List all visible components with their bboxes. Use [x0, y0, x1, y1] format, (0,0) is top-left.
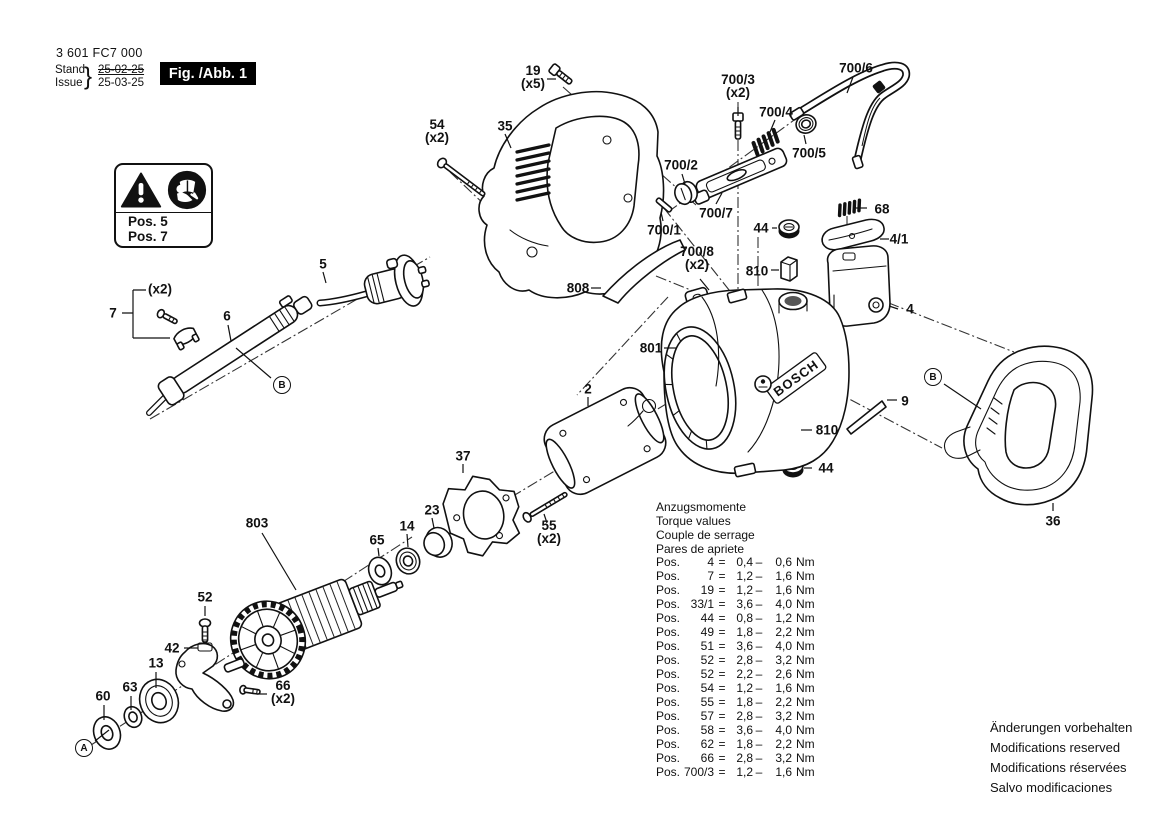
torque-cell: –: [755, 597, 763, 611]
torque-cell: 3,6: [736, 723, 753, 737]
torque-cell: 2,8: [736, 751, 753, 765]
part-label-700-7: 700/7: [699, 205, 733, 221]
motor-housing-801: [654, 289, 849, 477]
bearing-14: [393, 545, 424, 577]
torque-row: [656, 737, 815, 751]
torque-cell: –: [755, 639, 763, 653]
part-label-qty: (x2): [536, 531, 562, 546]
torque-cell: –: [755, 737, 763, 751]
type-number: 3 601 FC7 000: [56, 46, 143, 60]
part-label-700-5: 700/5: [792, 145, 826, 161]
torque-cell: 33/1: [690, 597, 714, 611]
torque-row: [656, 765, 815, 779]
torque-cell: =: [718, 695, 726, 709]
torque-cell: 1,6: [775, 765, 792, 779]
torque-cell: 2,2: [775, 695, 792, 709]
part-label-6: 6: [223, 308, 231, 324]
torque-cell: 2,2: [775, 737, 792, 751]
torque-row: [656, 723, 815, 737]
part-label-803: 803: [245, 515, 269, 531]
torque-cell: Nm: [796, 765, 815, 779]
torque-cell: 1,8: [736, 625, 753, 639]
torque-cell: Pos.: [656, 765, 681, 779]
modifications-note-line: Modifications réservées: [990, 760, 1127, 775]
part-label-808: 808: [566, 280, 590, 296]
issue-label: Issue: [55, 77, 83, 89]
torque-cell: –: [755, 751, 763, 765]
part-label-23: 23: [424, 502, 440, 518]
brace-glyph: }: [84, 62, 93, 91]
torque-cell: Pos.: [656, 681, 681, 695]
stand-label: Stand: [55, 64, 86, 76]
torque-cell: Pos.: [656, 569, 681, 583]
torque-cell: Nm: [796, 751, 815, 765]
part-label-68: 68: [874, 201, 890, 217]
stand-date: 25-02-25: [98, 64, 145, 76]
torque-cell: 1,2: [736, 583, 753, 597]
torque-cell: 4,0: [775, 723, 792, 737]
screw-52: [200, 619, 211, 642]
torque-cell: 0,8: [736, 611, 753, 625]
part-label-700-4: 700/4: [759, 104, 793, 120]
part-label-14: 14: [399, 518, 415, 534]
torque-cell: –: [755, 569, 763, 583]
torque-cell: Pos.: [656, 583, 681, 597]
torque-cell: –: [755, 695, 763, 709]
part-label-700-8: 700/8 (x2): [680, 244, 714, 272]
torque-cell: Pos.: [656, 625, 681, 639]
warning-pos-line: Pos. 7: [128, 229, 168, 244]
torque-cell: –: [755, 681, 763, 695]
torque-cell: 49: [700, 625, 714, 639]
torque-cell: –: [755, 765, 763, 779]
torque-cell: Nm: [796, 709, 815, 723]
torque-cell: Pos.: [656, 611, 681, 625]
torque-cell: 1,6: [775, 681, 792, 695]
torque-cell: 3,2: [775, 653, 792, 667]
part-label-801: 801: [639, 340, 663, 356]
torque-row: [656, 681, 815, 695]
bosch-logo-text: BOSCH: [770, 356, 822, 400]
part-label-13: 13: [148, 655, 164, 671]
part-label-810: 810: [815, 422, 839, 438]
handle-housing-36: [944, 346, 1092, 504]
part-label-700-6: 700/6: [839, 60, 873, 76]
torque-cell: =: [718, 765, 726, 779]
part-label-63: 63: [122, 679, 138, 695]
torque-cell: Pos.: [656, 695, 681, 709]
torque-cell: Nm: [796, 625, 815, 639]
torque-cell: 44: [700, 611, 714, 625]
torque-cell: Nm: [796, 555, 815, 569]
cable-sleeve-6: [149, 288, 317, 413]
part-label-19: 19 (x5): [520, 63, 546, 91]
ref-circle-B: B: [273, 376, 291, 394]
torque-cell: 62: [700, 737, 714, 751]
torque-cell: =: [718, 625, 726, 639]
torque-cell: 4: [707, 555, 714, 569]
lever-42: [176, 643, 234, 711]
torque-cell: 1,8: [736, 737, 753, 751]
part-label-700-1: 700/1: [647, 222, 681, 238]
torque-cell: 52: [700, 667, 714, 681]
torque-cell: 7: [707, 569, 714, 583]
torque-cell: =: [718, 569, 726, 583]
torque-cell: =: [718, 611, 726, 625]
torque-cell: 2,8: [736, 653, 753, 667]
torque-cell: –: [755, 653, 763, 667]
part-label-44: 44: [753, 220, 769, 236]
torque-cell: 1,2: [775, 611, 792, 625]
torque-cell: =: [718, 737, 726, 751]
torque-cell: –: [755, 667, 763, 681]
part-label-7: 7: [109, 305, 117, 321]
torque-cell: 51: [700, 639, 714, 653]
torque-row: [656, 611, 815, 625]
torque-cell: Nm: [796, 611, 815, 625]
torque-cell: 4,0: [775, 639, 792, 653]
part-label-36: 36: [1045, 513, 1061, 529]
torque-cell: 1,2: [736, 569, 753, 583]
torque-cell: 4,0: [775, 597, 792, 611]
torque-cell: –: [755, 625, 763, 639]
torque-row: [656, 751, 815, 765]
torque-cell: Nm: [796, 653, 815, 667]
torque-cell: =: [718, 751, 726, 765]
torque-cell: 19: [700, 583, 714, 597]
torque-cell: 0,6: [775, 555, 792, 569]
torque-cell: Pos.: [656, 751, 681, 765]
torque-cell: 3,6: [736, 639, 753, 653]
part-label-60: 60: [95, 688, 111, 704]
torque-cell: 66: [700, 751, 714, 765]
torque-cell: 2,2: [775, 625, 792, 639]
torque-cell: Pos.: [656, 653, 681, 667]
part-label-42: 42: [164, 640, 180, 656]
screw-54: [436, 157, 488, 199]
part-label-35: 35: [497, 118, 513, 134]
torque-cell: =: [718, 681, 726, 695]
torque-cell: =: [718, 667, 726, 681]
part-label-66: 66 (x2): [270, 678, 296, 706]
torque-cell: 1,2: [736, 681, 753, 695]
torque-cell: 55: [700, 695, 714, 709]
part-label-55: 55 (x2): [536, 518, 562, 546]
torque-title-line: Couple de serrage: [656, 528, 755, 542]
torque-cell: 3,2: [775, 709, 792, 723]
part-label-9: 9: [901, 393, 909, 409]
screw-66: [239, 685, 260, 696]
torque-row: [656, 653, 815, 667]
torque-cell: –: [755, 555, 763, 569]
torque-cell: 0,4: [736, 555, 753, 569]
screw-19: [548, 63, 574, 86]
torque-cell: 2,6: [775, 667, 792, 681]
torque-table: [656, 500, 815, 779]
torque-cell: 57: [700, 709, 714, 723]
torque-cell: Pos.: [656, 709, 681, 723]
torque-cell: =: [718, 723, 726, 737]
part-label-700-2: 700/2: [664, 157, 698, 173]
torque-row: [656, 667, 815, 681]
slider-bar-700-7: [689, 147, 789, 205]
torque-cell: Pos.: [656, 597, 681, 611]
torque-cell: –: [755, 583, 763, 597]
part-label-810: 810: [745, 263, 769, 279]
washer-60: [89, 713, 125, 753]
torque-row: [656, 709, 815, 723]
torque-cell: Pos.: [656, 639, 681, 653]
warning-pos-line: Pos. 5: [128, 214, 168, 229]
part-label-44: 44: [818, 460, 834, 476]
figure-label-box: Fig. /Abb. 1: [160, 62, 256, 85]
torque-cell: 1,2: [736, 765, 753, 779]
torque-title-line: Pares de apriete: [656, 542, 745, 556]
torque-cell: Nm: [796, 695, 815, 709]
modifications-note-line: Salvo modificaciones: [990, 780, 1113, 795]
torque-title-line: Anzugsmomente: [656, 500, 747, 514]
part-label-65: 65: [369, 532, 385, 548]
torque-cell: 52: [700, 653, 714, 667]
part-label-qty: (x2): [684, 257, 710, 272]
torque-row: [656, 583, 815, 597]
torque-cell: 2,2: [736, 667, 753, 681]
torque-cell: 58: [700, 723, 714, 737]
torque-table-rows: [656, 555, 815, 779]
part-label-qty: (x2): [270, 691, 296, 706]
part-label-qty: (x2): [725, 85, 751, 100]
torque-row: [656, 639, 815, 653]
torque-cell: –: [755, 723, 763, 737]
torque-cell: 1,6: [775, 569, 792, 583]
torque-cell: 1,8: [736, 695, 753, 709]
screw-700-3: [733, 113, 743, 139]
torque-cell: Nm: [796, 667, 815, 681]
carbon-brush-810-top: [781, 257, 797, 281]
torque-cell: 2,8: [736, 709, 753, 723]
torque-row: [656, 597, 815, 611]
torque-cell: Pos.: [656, 667, 681, 681]
torque-table-titles: [656, 500, 755, 556]
torque-cell: =: [718, 597, 726, 611]
clamp-set-7: [122, 290, 199, 350]
modifications-note-line: Modifications reserved: [990, 740, 1121, 755]
torque-cell: Pos.: [656, 723, 681, 737]
torque-cell: 700/3: [683, 765, 714, 779]
torque-cell: Nm: [796, 723, 815, 737]
torque-cell: –: [755, 709, 763, 723]
brush-cap-44-top: [779, 220, 800, 239]
power-cord-5: [320, 251, 433, 317]
torque-row: [656, 625, 815, 639]
torque-cell: Nm: [796, 583, 815, 597]
torque-cell: =: [718, 555, 726, 569]
torque-cell: Pos.: [656, 737, 681, 751]
issue-date: 25-03-25: [98, 77, 145, 89]
torque-cell: =: [718, 583, 726, 597]
torque-row: [656, 695, 815, 709]
torque-cell: 54: [700, 681, 714, 695]
part-label-qty: (x2): [424, 130, 450, 145]
torque-cell: Nm: [796, 639, 815, 653]
part-label-4: 4: [906, 301, 914, 317]
part-label-5: 5: [319, 256, 327, 272]
modifications-notes: [990, 718, 1132, 798]
ref-circle-A: A: [75, 739, 93, 757]
stator-2: [536, 381, 674, 501]
torque-cell: Nm: [796, 737, 815, 751]
part-label-700-3: 700/3 (x2): [721, 72, 755, 100]
torque-cell: 3,6: [736, 597, 753, 611]
torque-cell: =: [718, 639, 726, 653]
part-label-54: 54 (x2): [424, 117, 450, 145]
torque-cell: Nm: [796, 597, 815, 611]
torque-cell: 3,2: [775, 751, 792, 765]
torque-cell: –: [755, 611, 763, 625]
part-label-2: 2: [584, 381, 592, 397]
part-label-37: 37: [455, 448, 471, 464]
ref-circle-B: B: [924, 368, 942, 386]
torque-row: [656, 555, 815, 569]
part-label--x2-: (x2): [147, 281, 173, 297]
torque-cell: Nm: [796, 569, 815, 583]
part-label-52: 52: [197, 589, 213, 605]
torque-row: [656, 569, 815, 583]
torque-cell: =: [718, 709, 726, 723]
part-label-4-1: 4/1: [889, 231, 909, 247]
torque-cell: =: [718, 653, 726, 667]
modifications-note-line: Änderungen vorbehalten: [990, 720, 1133, 735]
torque-cell: 1,6: [775, 583, 792, 597]
deflector-9: [847, 401, 886, 434]
torque-title-line: Torque values: [656, 514, 731, 528]
torque-cell: Pos.: [656, 555, 681, 569]
part-label-qty: (x5): [520, 76, 546, 91]
torque-cell: Nm: [796, 681, 815, 695]
